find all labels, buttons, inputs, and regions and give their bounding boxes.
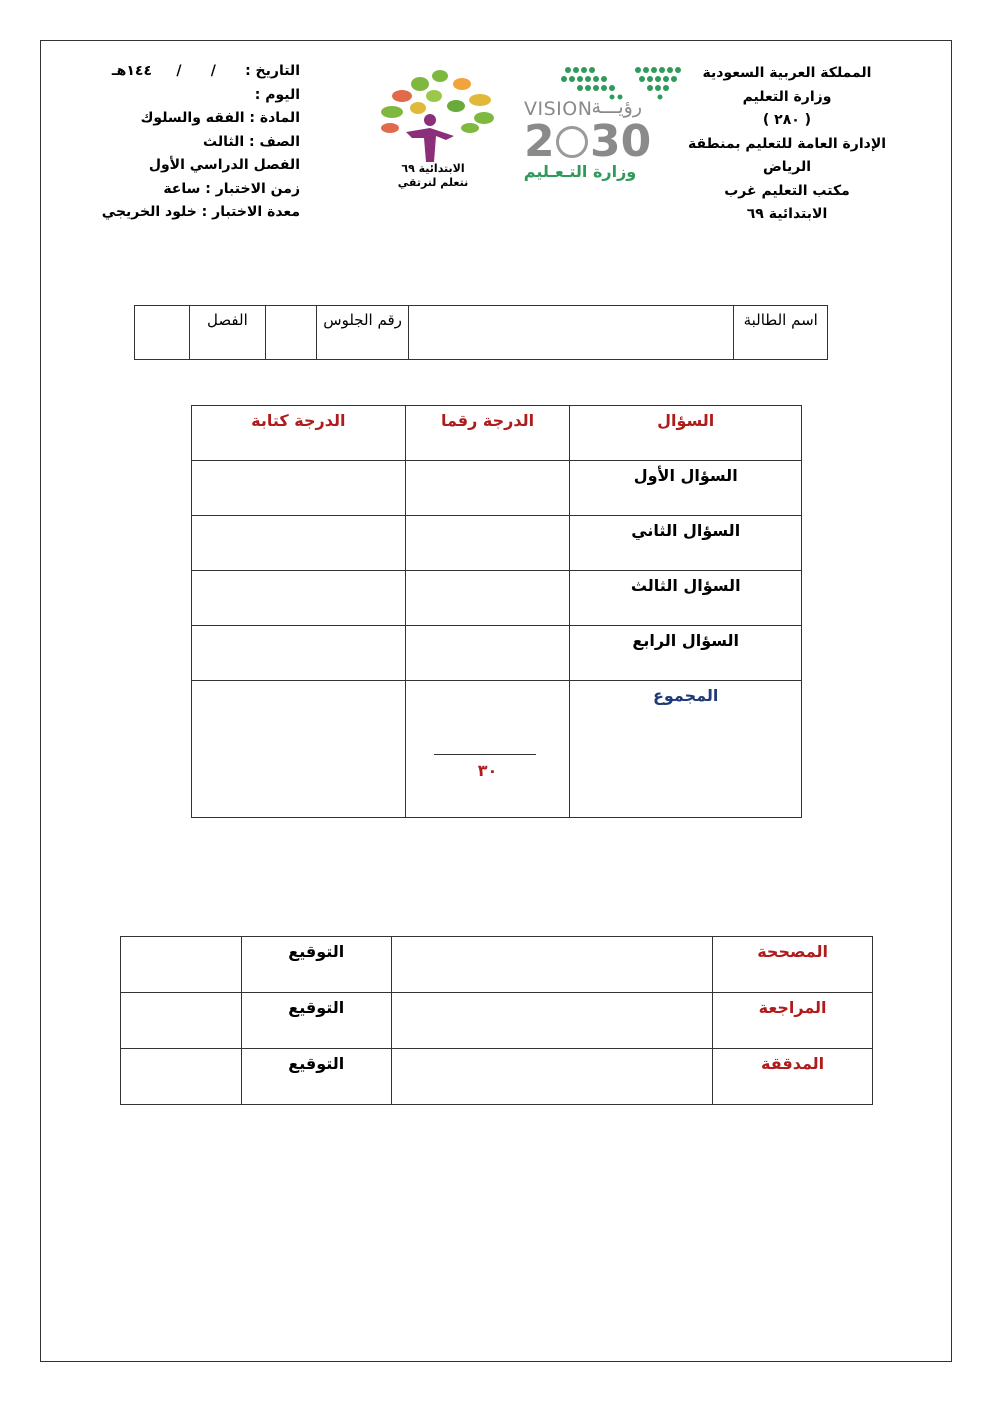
palm-emblem-icon: [556, 126, 588, 158]
kingdom-name: المملكة العربية السعودية: [702, 65, 872, 81]
seat-number-label: رقم الجلوس: [316, 306, 409, 360]
role-name-field[interactable]: [391, 1049, 712, 1105]
vision-year-30: 30: [590, 116, 652, 167]
numeric-grade-cell[interactable]: [405, 461, 570, 516]
total-grade-cell[interactable]: [405, 681, 570, 818]
ministry-name: وزارة التعليم: [742, 88, 832, 105]
seat-number-field[interactable]: [266, 306, 317, 360]
exam-semester: الفصل الدراسي الأول: [148, 157, 300, 173]
student-name-field[interactable]: [409, 306, 734, 360]
question-label: السؤال الأول: [570, 461, 802, 516]
school-code: ( ٢٨٠ ): [762, 112, 812, 128]
numeric-grade-cell[interactable]: [405, 571, 570, 626]
question-label: السؤال الرابع: [570, 626, 802, 681]
written-grade-cell[interactable]: [192, 626, 406, 681]
written-grade-cell[interactable]: [192, 461, 406, 516]
role-label: المدققة: [713, 1049, 873, 1105]
office-name: مكتب التعليم غرب: [724, 182, 850, 199]
student-info-row: [135, 306, 828, 360]
table-row: [192, 626, 802, 681]
role-name-field[interactable]: [391, 937, 712, 993]
role-label: المراجعة: [713, 993, 873, 1049]
school-name: الابتدائية ٦٩: [746, 206, 828, 222]
tree-icon: [372, 66, 502, 166]
total-row: [192, 681, 802, 818]
table-row: [192, 516, 802, 571]
role-label: المصححة: [713, 937, 873, 993]
role-name-field[interactable]: [391, 993, 712, 1049]
numeric-grade-cell[interactable]: [405, 516, 570, 571]
question-header: السؤال: [570, 406, 802, 461]
total-written-cell[interactable]: [192, 681, 406, 818]
numeric-grade-header: الدرجة رقما: [405, 406, 570, 461]
vision-ministry: وزارة التـعـليم: [523, 162, 637, 181]
signature-label: التوقيع: [241, 993, 391, 1049]
signatures-table: [120, 936, 873, 1105]
class-field[interactable]: [135, 306, 190, 360]
exam-grade: الصف : الثالث: [203, 133, 300, 150]
vision-2030-logo: [520, 62, 690, 187]
student-info-table: [134, 305, 828, 360]
student-name-label: اسم الطالبة: [734, 306, 828, 360]
total-max-score: ٣٠: [477, 761, 498, 780]
signature-field[interactable]: [121, 937, 242, 993]
header-right: [672, 62, 902, 227]
header-left: [100, 60, 300, 225]
school-tree-logo: [372, 66, 502, 194]
signature-field[interactable]: [121, 993, 242, 1049]
exam-subject: المادة : الفقه والسلوك: [140, 110, 300, 126]
fraction-line: [434, 754, 536, 755]
administration-name: الإدارة العامة للتعليم بمنطقة الرياض: [687, 135, 887, 175]
vision-latin: VISION: [524, 98, 593, 120]
grades-table: [191, 405, 802, 818]
question-label: السؤال الثاني: [570, 516, 802, 571]
class-label: الفصل: [189, 306, 266, 360]
signature-label: التوقيع: [241, 1049, 391, 1105]
vision-year-2: 2: [524, 116, 555, 167]
signature-field[interactable]: [121, 1049, 242, 1105]
question-label: السؤال الثالث: [570, 571, 802, 626]
school-slogan-2: نتعلم لنرتقي: [397, 176, 469, 189]
exam-author: معدة الاختبار : خلود الخريجي: [101, 204, 300, 220]
total-label: المجموع: [570, 681, 802, 818]
exam-duration: زمن الاختبار : ساعة: [163, 180, 300, 197]
grades-header-row: [192, 406, 802, 461]
table-row: [192, 571, 802, 626]
school-slogan-1: الابتدائية ٦٩: [401, 162, 465, 175]
signature-label: التوقيع: [241, 937, 391, 993]
exam-date: التاريخ : / / ١٤٤هـ: [111, 63, 300, 79]
exam-day: اليوم :: [254, 86, 300, 103]
table-row: [192, 461, 802, 516]
table-row: [121, 1049, 873, 1105]
numeric-grade-cell[interactable]: [405, 626, 570, 681]
written-grade-header: الدرجة كتابة: [192, 406, 406, 461]
table-row: [121, 993, 873, 1049]
written-grade-cell[interactable]: [192, 571, 406, 626]
written-grade-cell[interactable]: [192, 516, 406, 571]
vision-arabic: رؤيـــة: [591, 96, 642, 118]
table-row: [121, 937, 873, 993]
